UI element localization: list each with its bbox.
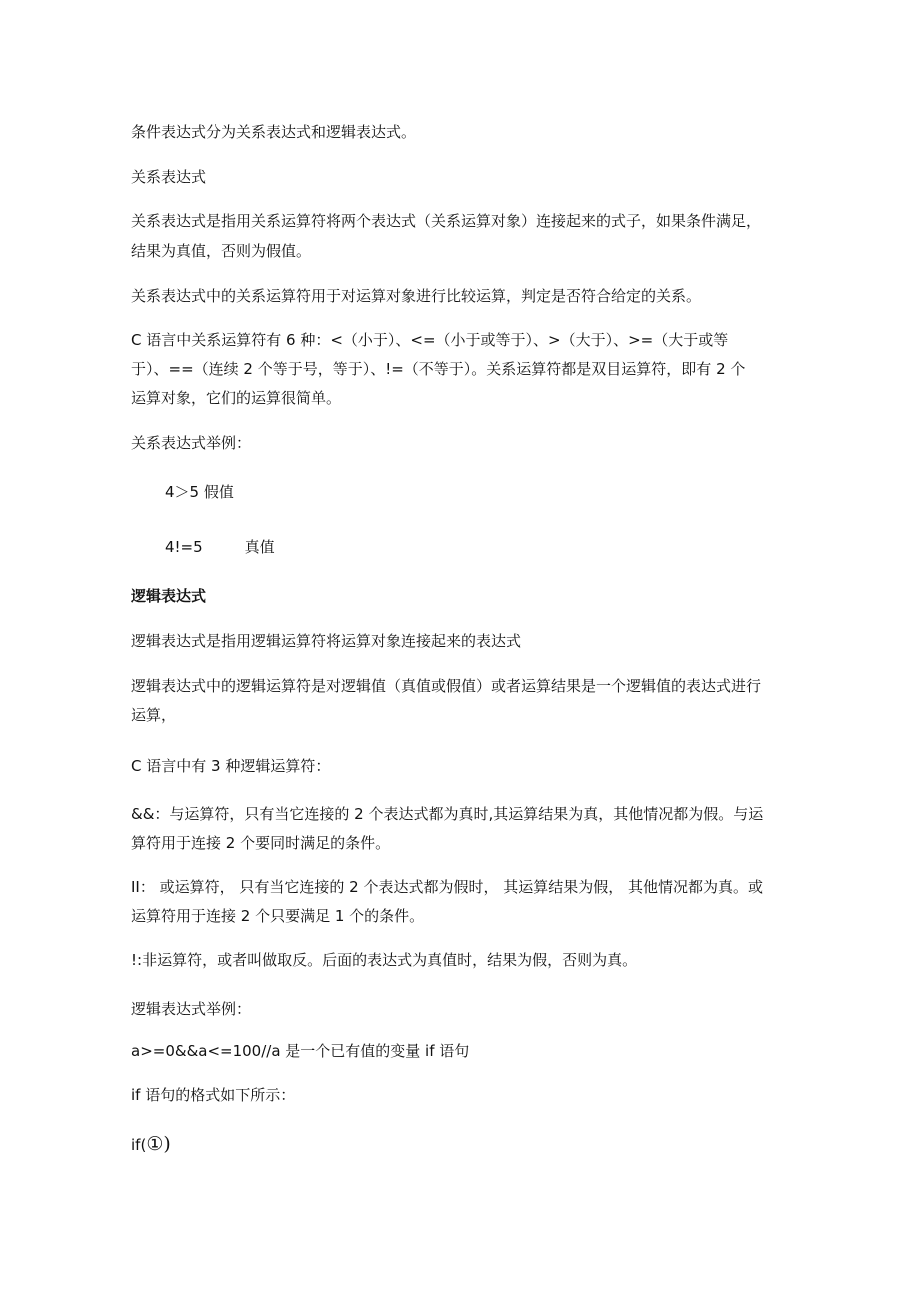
relational-operators-line-3: 运算对象，它们的运算很简单。 [131, 389, 342, 407]
logical-description-line-1: 逻辑表达式中的逻辑运算符是对逻辑值（真值或假值）或者运算结果是一个逻辑值的表达式进行 [131, 677, 762, 695]
relational-example-1: 4＞5 假值 [165, 483, 234, 501]
or-operator-line-2: 运算符用于连接 2 个只要满足 1 个的条件。 [131, 907, 425, 925]
intro-paragraph: 条件表达式分为关系表达式和逻辑表达式。 [131, 123, 417, 141]
and-operator-line-1: &&：与运算符，只有当它连接的 2 个表达式都为真时,其运算结果为真，其他情况都为假。与运 [131, 805, 764, 823]
relational-heading: 关系表达式 [131, 168, 207, 186]
logical-heading: 逻辑表达式 [131, 587, 207, 605]
relational-example-2 [165, 532, 275, 562]
if-code-marker: ① [146, 1133, 164, 1155]
logical-example: a>=0&&a<=100//a 是一个已有值的变量 if 语句 [131, 1042, 470, 1060]
if-code-line [131, 1129, 171, 1160]
and-operator-line-2: 算符用于连接 2 个要同时满足的条件。 [131, 834, 391, 852]
relational-definition-line-1: 关系表达式是指用关系运算符将两个表达式（关系运算对象）连接起来的式子，如果条件满足， [131, 212, 762, 230]
relational-operators-line-2: 于）、==（连续 2 个等于号，等于）、!=（不等于）。关系运算符都是双目运算符，即有 2 个 [131, 360, 746, 378]
relational-example-2-expression: 4!=5 [165, 538, 203, 556]
logical-definition: 逻辑表达式是指用逻辑运算符将运算对象连接起来的表达式 [131, 632, 522, 650]
relational-definition-line-2: 结果为真值，否则为假值。 [131, 242, 312, 260]
logical-operator-count: C 语言中有 3 种逻辑运算符： [131, 757, 331, 775]
logical-examples-label: 逻辑表达式举例： [131, 1000, 252, 1018]
if-code-suffix: ) [163, 1133, 171, 1155]
if-format-label: if 语句的格式如下所示： [131, 1086, 296, 1104]
if-code-prefix: if( [131, 1136, 147, 1154]
relational-example-2-value: 真值 [244, 538, 275, 556]
relational-operators-line-1: C 语言中关系运算符有 6 种：<（小于）、<=（小于或等于）、>（大于）、>=（大于或等 [131, 331, 729, 349]
not-operator-line: !:非运算符，或者叫做取反。后面的表达式为真值时，结果为假，否则为真。 [131, 951, 638, 969]
or-operator-line-1: II： 或运算符， 只有当它连接的 2 个表达式都为假时， 其运算结果为假， 其他情况都为真。或 [131, 878, 764, 896]
logical-description-line-2: 运算， [131, 706, 177, 724]
relational-purpose: 关系表达式中的关系运算符用于对运算对象进行比较运算，判定是否符合给定的关系。 [131, 287, 702, 305]
relational-examples-label: 关系表达式举例： [131, 434, 252, 452]
